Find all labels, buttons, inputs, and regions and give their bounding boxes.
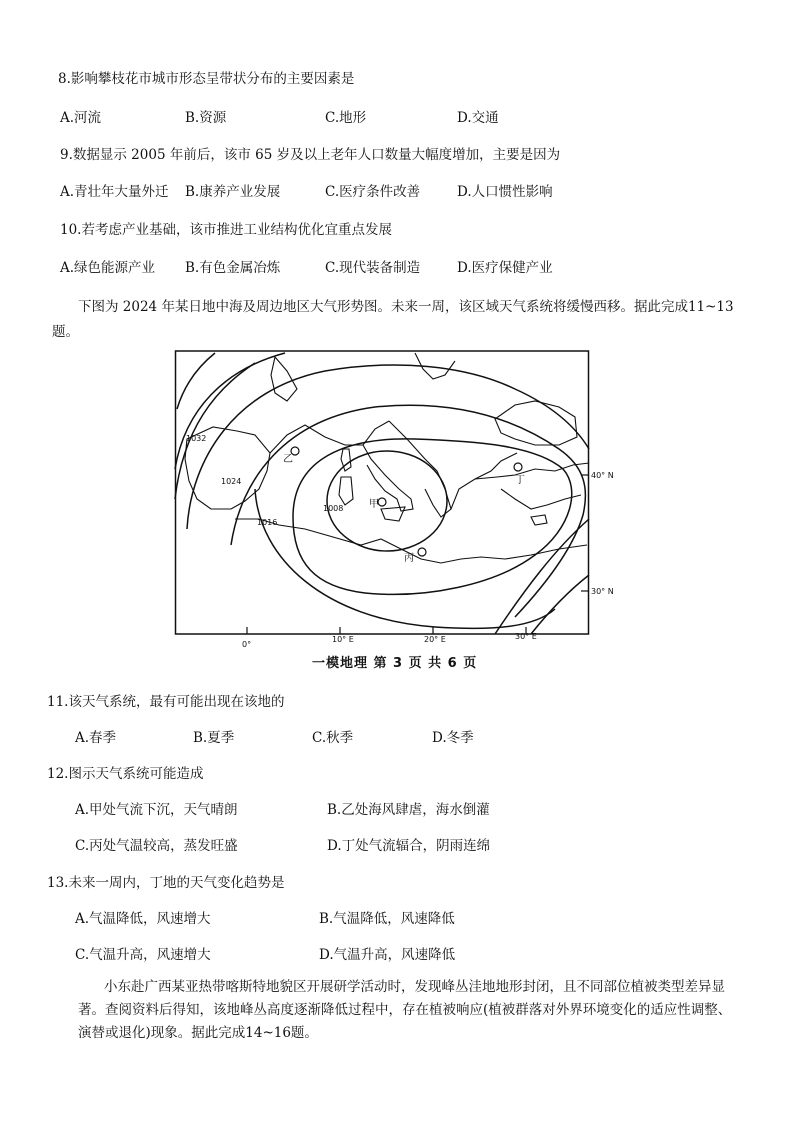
place-ding-marker — [514, 463, 522, 471]
q11-option-a: A.春季 — [75, 730, 117, 746]
isobar-1032 — [187, 365, 589, 529]
q10-stem: 10.若考虑产业基础，该市推进工业结构优化宜重点发展 — [60, 222, 392, 238]
isobar-label-1024: 1024 — [221, 477, 242, 486]
isobar-1016 — [293, 439, 572, 594]
place-bing-marker — [418, 548, 426, 556]
q9-stem: 9.数据显示 2005 年前后，该市 65 岁及以上老年人口数量大幅度增加，主要是因为 — [60, 147, 561, 163]
page-footer: 一模地理 第 3 页 共 6 页 — [312, 656, 478, 671]
q13-option-d: D.气温升高，风速降低 — [319, 947, 456, 963]
q13-option-a: A.气温降低，风速增大 — [75, 911, 211, 927]
map-frame — [176, 351, 589, 634]
q8-option-b: B.资源 — [185, 110, 227, 126]
coastlines — [185, 353, 589, 563]
lat-label-30n: 30° N — [591, 587, 614, 596]
q10-option-d: D.医疗保健产业 — [457, 260, 553, 276]
lon-ticks — [247, 475, 589, 634]
q12-stem: 12.图示天气系统可能造成 — [47, 766, 204, 782]
lon-label-30e: 30° E — [515, 632, 537, 641]
q12-option-b: B.乙处海风肆虐，海水倒灌 — [327, 802, 490, 818]
q9-option-b: B.康养产业发展 — [185, 184, 281, 200]
q8-option-c: C.地形 — [325, 110, 367, 126]
place-jia-label: 甲 — [369, 499, 379, 510]
place-bing-label: 丙 — [404, 553, 414, 564]
intro-11-13: 下图为 2024 年某日地中海及周边地区大气形势图。未来一周，该区域天气系统将缓慢西移。据此完成11~13题。 — [52, 299, 734, 340]
q8-option-d: D.交通 — [457, 110, 499, 126]
isobar-label-1008: 1008 — [323, 504, 344, 513]
isobars — [175, 353, 589, 634]
place-jia-marker — [378, 498, 386, 506]
lon-label-20e: 20° E — [424, 635, 446, 644]
isobar-1024 — [231, 405, 585, 617]
place-yi-label: 乙 — [283, 454, 293, 465]
q8-stem: 8.影响攀枝花市城市形态呈带状分布的主要因素是 — [58, 71, 355, 87]
q12-option-d: D.丁处气流辐合，阴雨连绵 — [327, 838, 491, 854]
q12-option-a: A.甲处气流下沉，天气晴朗 — [75, 802, 238, 818]
isobar-label-1016: 1016 — [257, 518, 278, 527]
q11-stem: 11.该天气系统，最有可能出现在该地的 — [47, 694, 285, 710]
lon-label-10e: 10° E — [332, 635, 354, 644]
q12-option-c: C.丙处气温较高，蒸发旺盛 — [75, 838, 238, 854]
q11-option-c: C.秋季 — [312, 730, 354, 746]
q10-option-a: A.绿色能源产业 — [60, 260, 156, 276]
q8-option-a: A.河流 — [60, 110, 102, 126]
q11-option-b: B.夏季 — [193, 730, 235, 746]
q9-option-c: C.医疗条件改善 — [325, 184, 421, 200]
weather-map — [175, 349, 614, 649]
isobar-1008 — [327, 451, 447, 551]
q9-option-a: A.青壮年大量外迁 — [60, 184, 169, 200]
q13-option-c: C.气温升高，风速增大 — [75, 947, 211, 963]
q11-option-d: D.冬季 — [432, 730, 474, 746]
isobar-label-1032: 1032 — [186, 434, 207, 443]
intro-14-16: 小东赴广西某亚热带喀斯特地貌区开展研学活动时，发现峰丛洼地地形封闭，且不同部位植被类型差异显著。查阅资料后得知，该地峰丛高度逐渐降低过程中，存在植被响应(植被群落对外界环境变化的适应性调整、演替或退化)现象。据此完成14~16题。 — [78, 979, 732, 1041]
q13-option-b: B.气温降低，风速降低 — [319, 911, 455, 927]
q9-option-d: D.人口惯性影响 — [457, 184, 553, 200]
place-ding-label: 丁 — [515, 475, 525, 486]
q10-option-c: C.现代装备制造 — [325, 260, 421, 276]
lon-label-0: 0° — [242, 640, 252, 649]
q10-option-b: B.有色金属冶炼 — [185, 260, 281, 276]
lat-label-40n: 40° N — [591, 471, 614, 480]
q13-stem: 13.未来一周内，丁地的天气变化趋势是 — [47, 875, 285, 891]
